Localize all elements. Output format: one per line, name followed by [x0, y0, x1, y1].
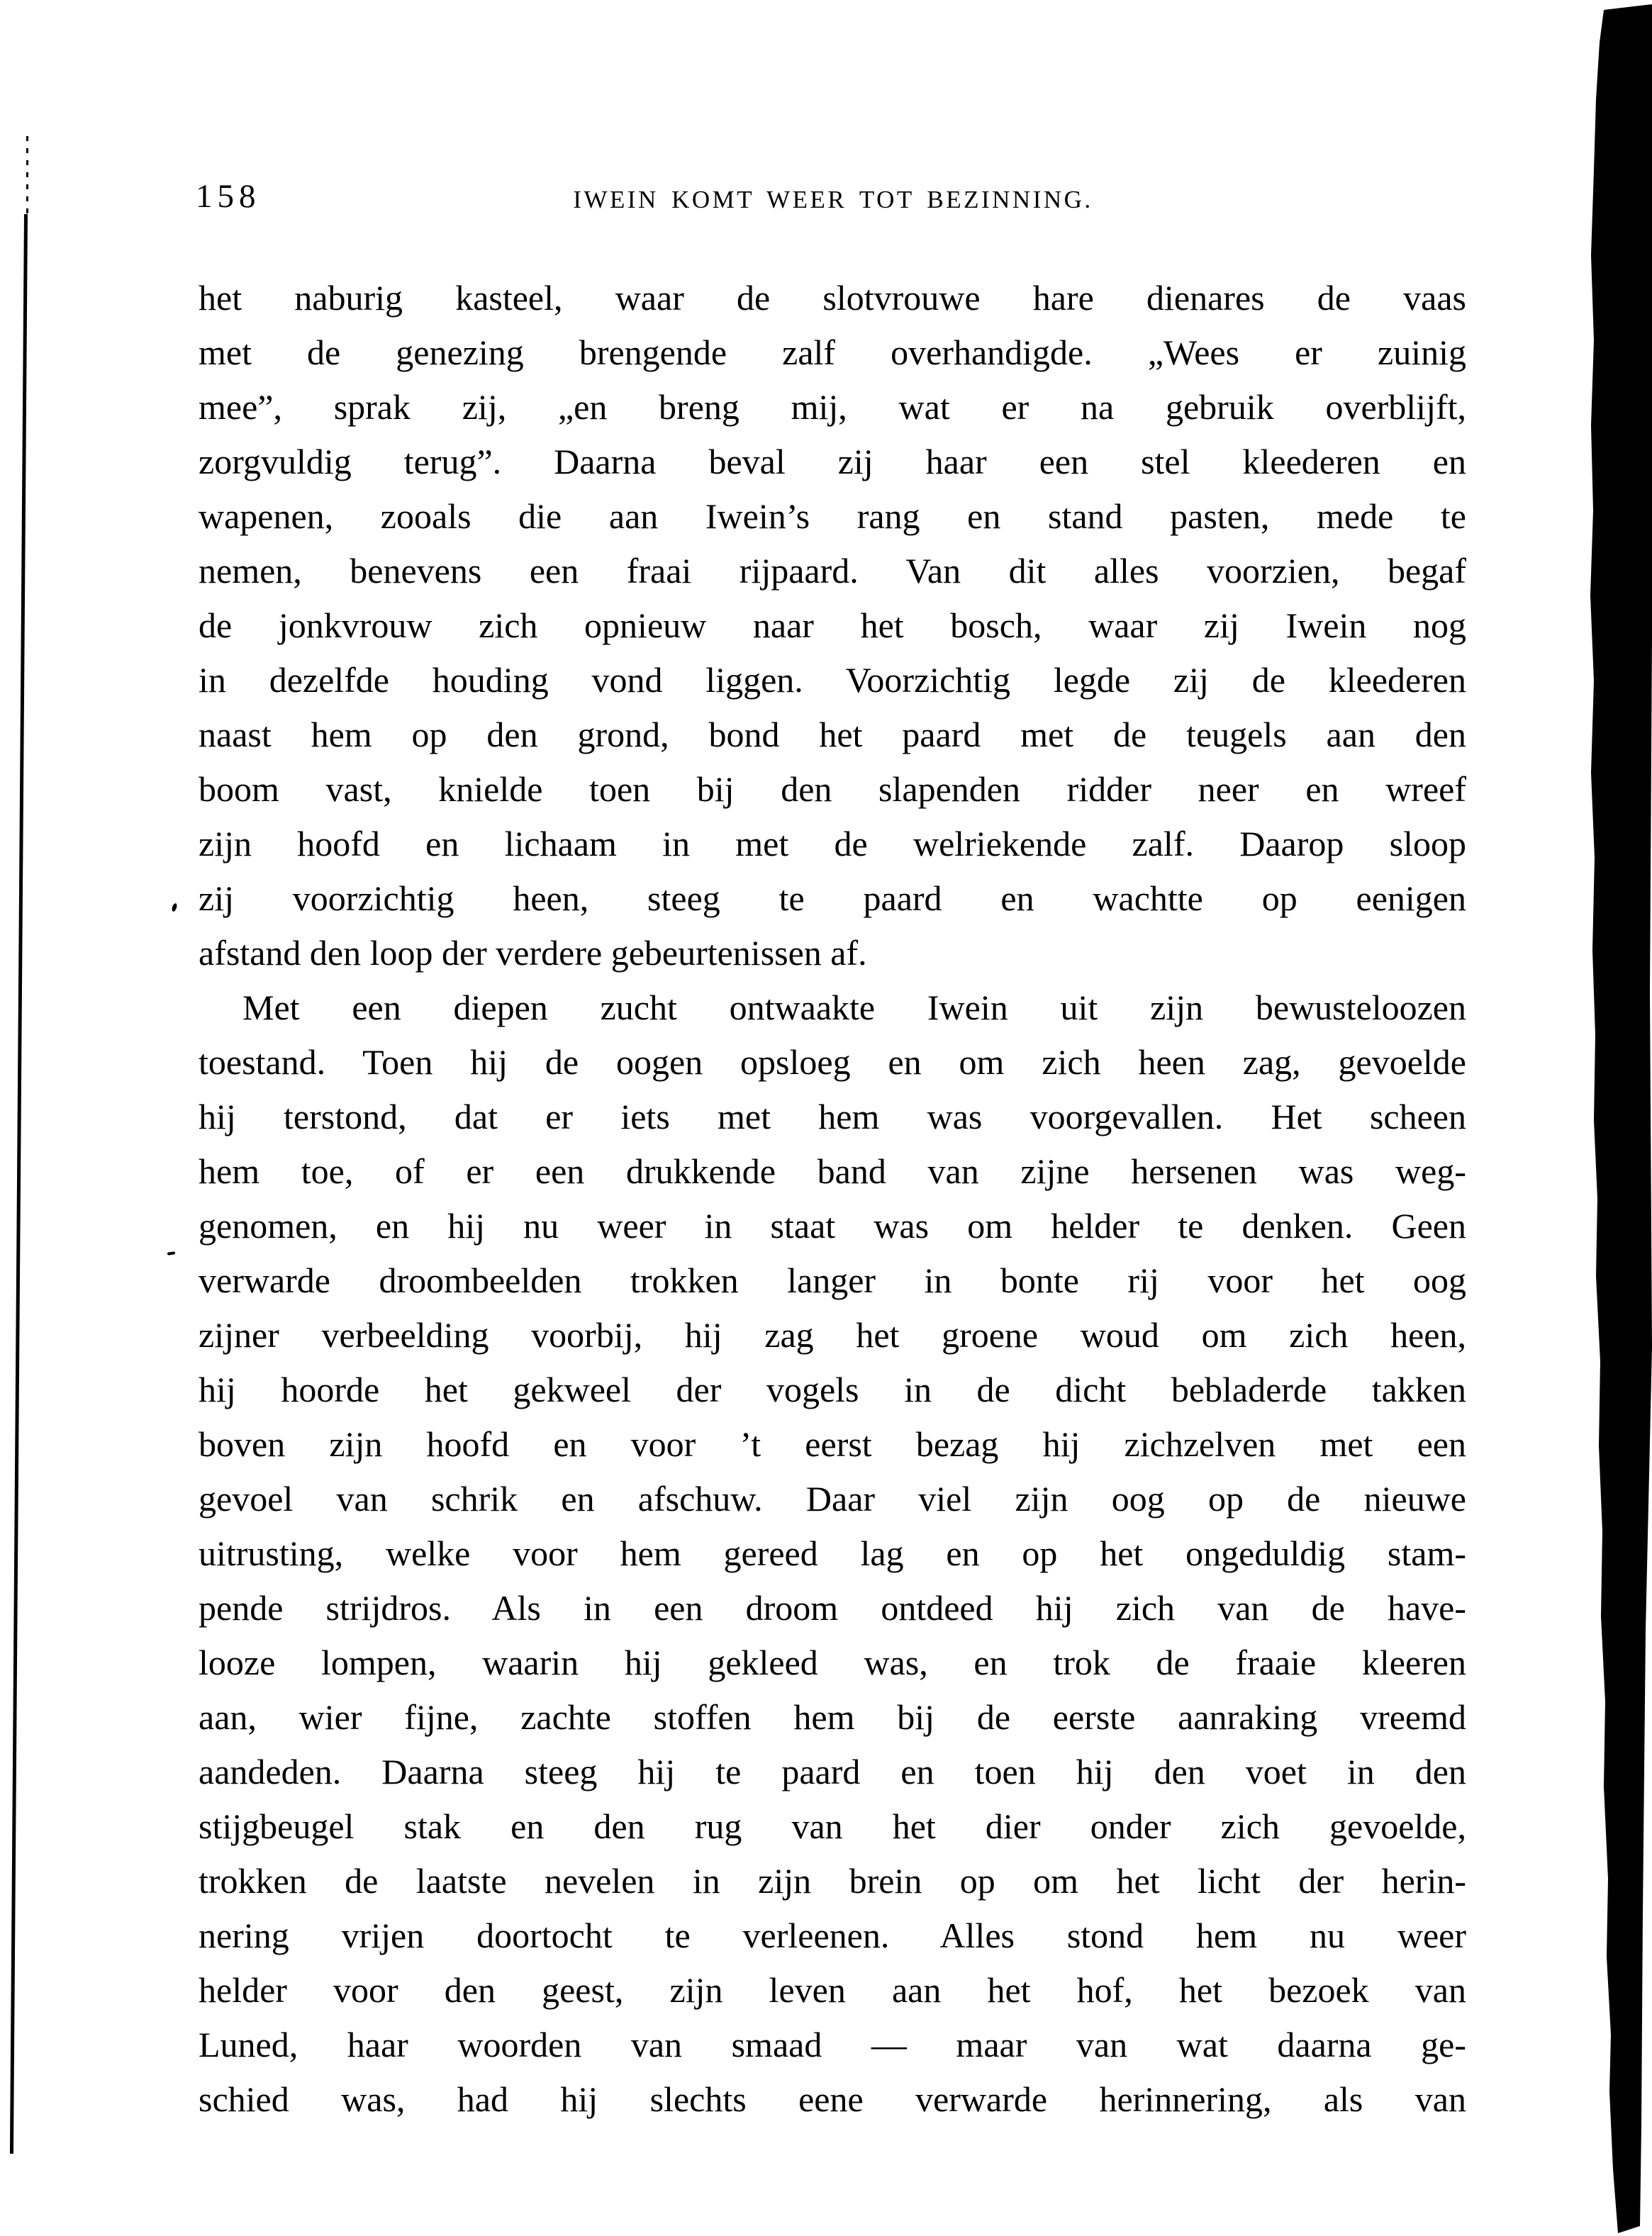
- scan-gutter-band: [1574, 0, 1652, 2236]
- text-line: nemen, benevens een fraai rijpaard. Van dit alles voorzien, begaf: [199, 551, 1466, 591]
- text-line: hij hoorde het gekweel der vogels in de dicht bebladerde takken: [199, 1370, 1466, 1409]
- text-line: zijner verbeelding voorbij, hij zag het groene woud om zich heen,: [199, 1315, 1466, 1355]
- text-line: naast hem op den grond, bond het paard met de teugels aan den: [199, 715, 1466, 754]
- running-title: IWEIN KOMT WEER TOT BEZINNING.: [573, 186, 1093, 213]
- text-line: Met een diepen zucht ontwaakte Iwein uit zijn bewusteloozen: [242, 988, 1466, 1027]
- text-line: trokken de laatste nevelen in zijn brein op om het licht der herin-: [199, 1861, 1466, 1901]
- text-line: hij terstond, dat er iets met hem was voorgevallen. Het scheen: [199, 1097, 1466, 1136]
- text-line: wapenen, zooals die aan Iwein’s rang en stand pasten, mede te: [199, 496, 1466, 536]
- page-number: 158: [196, 178, 261, 215]
- text-line: gevoel van schrik en afschuw. Daar viel zijn oog op de nieuwe: [199, 1479, 1466, 1519]
- text-line: stijgbeugel stak en den rug van het dier onder zich gevoelde,: [199, 1806, 1466, 1846]
- text-line: nering vrijen doortocht te verleenen. Alles stond hem nu weer: [199, 1916, 1466, 1955]
- text-line: hem toe, of er een drukkende band van zijne hersenen was weg-: [199, 1151, 1466, 1191]
- text-line: de jonkvrouw zich opnieuw naar het bosch, waar zij Iwein nog: [199, 605, 1466, 645]
- text-line: boven zijn hoofd en voor ’t eerst bezag hij zichzelven met een: [199, 1424, 1466, 1464]
- text-line: zorgvuldig terug”. Daarna beval zij haar een stel kleederen en: [199, 442, 1466, 481]
- text-line: afstand den loop der verdere gebeurtenissen af.: [199, 933, 867, 973]
- text-line: mee”, sprak zij, „en breng mij, wat er na gebruik overblijft,: [199, 387, 1466, 427]
- text-line: aandeden. Daarna steeg hij te paard en toen hij den voet in den: [199, 1752, 1466, 1791]
- text-line: verwarde droombeelden trokken langer in bonte rij voor het oog: [199, 1260, 1466, 1300]
- scan-edge-line: [10, 214, 28, 2154]
- text-line: genomen, en hij nu weer in staat was om helder te denken. Geen: [199, 1206, 1466, 1246]
- text-line: uitrusting, welke voor hem gereed lag en op het ongeduldig stam-: [199, 1533, 1466, 1573]
- text-line: boom vast, knielde toen bij den slapenden ridder neer en wreef: [199, 769, 1466, 809]
- text-block: [199, 271, 1466, 2127]
- text-line: looze lompen, waarin hij gekleed was, en trok de fraaie kleeren: [199, 1643, 1466, 1682]
- scan-speck: [171, 902, 177, 912]
- text-line: met de genezing brengende zalf overhandigde. „Wees er zuinig: [199, 332, 1466, 372]
- text-line: aan, wier fijne, zachte stoffen hem bij de eerste aanraking vreemd: [199, 1697, 1466, 1737]
- text-line: het naburig kasteel, waar de slotvrouwe hare dienares de vaas: [199, 278, 1466, 318]
- text-line: pende strijdros. Als in een droom ontdeed hij zich van de have-: [199, 1588, 1466, 1628]
- text-line: schied was, had hij slechts eene verwarde herinnering, als van: [199, 2079, 1466, 2119]
- scan-speck: [167, 1251, 175, 1255]
- text-line: Luned, haar woorden van smaad — maar van wat daarna ge-: [199, 2025, 1466, 2064]
- text-line: zijn hoofd en lichaam in met de welriekende zalf. Daarop sloop: [199, 824, 1466, 863]
- text-line: helder voor den geest, zijn leven aan het hof, het bezoek van: [199, 1970, 1466, 2010]
- scan-edge-line-dotted: [26, 136, 28, 220]
- text-line: in dezelfde houding vond liggen. Voorzichtig legde zij de kleederen: [199, 660, 1466, 700]
- text-line: zij voorzichtig heen, steeg te paard en wachtte op eenigen: [199, 878, 1466, 918]
- text-line: toestand. Toen hij de oogen opsloeg en om zich heen zag, gevoelde: [199, 1042, 1466, 1082]
